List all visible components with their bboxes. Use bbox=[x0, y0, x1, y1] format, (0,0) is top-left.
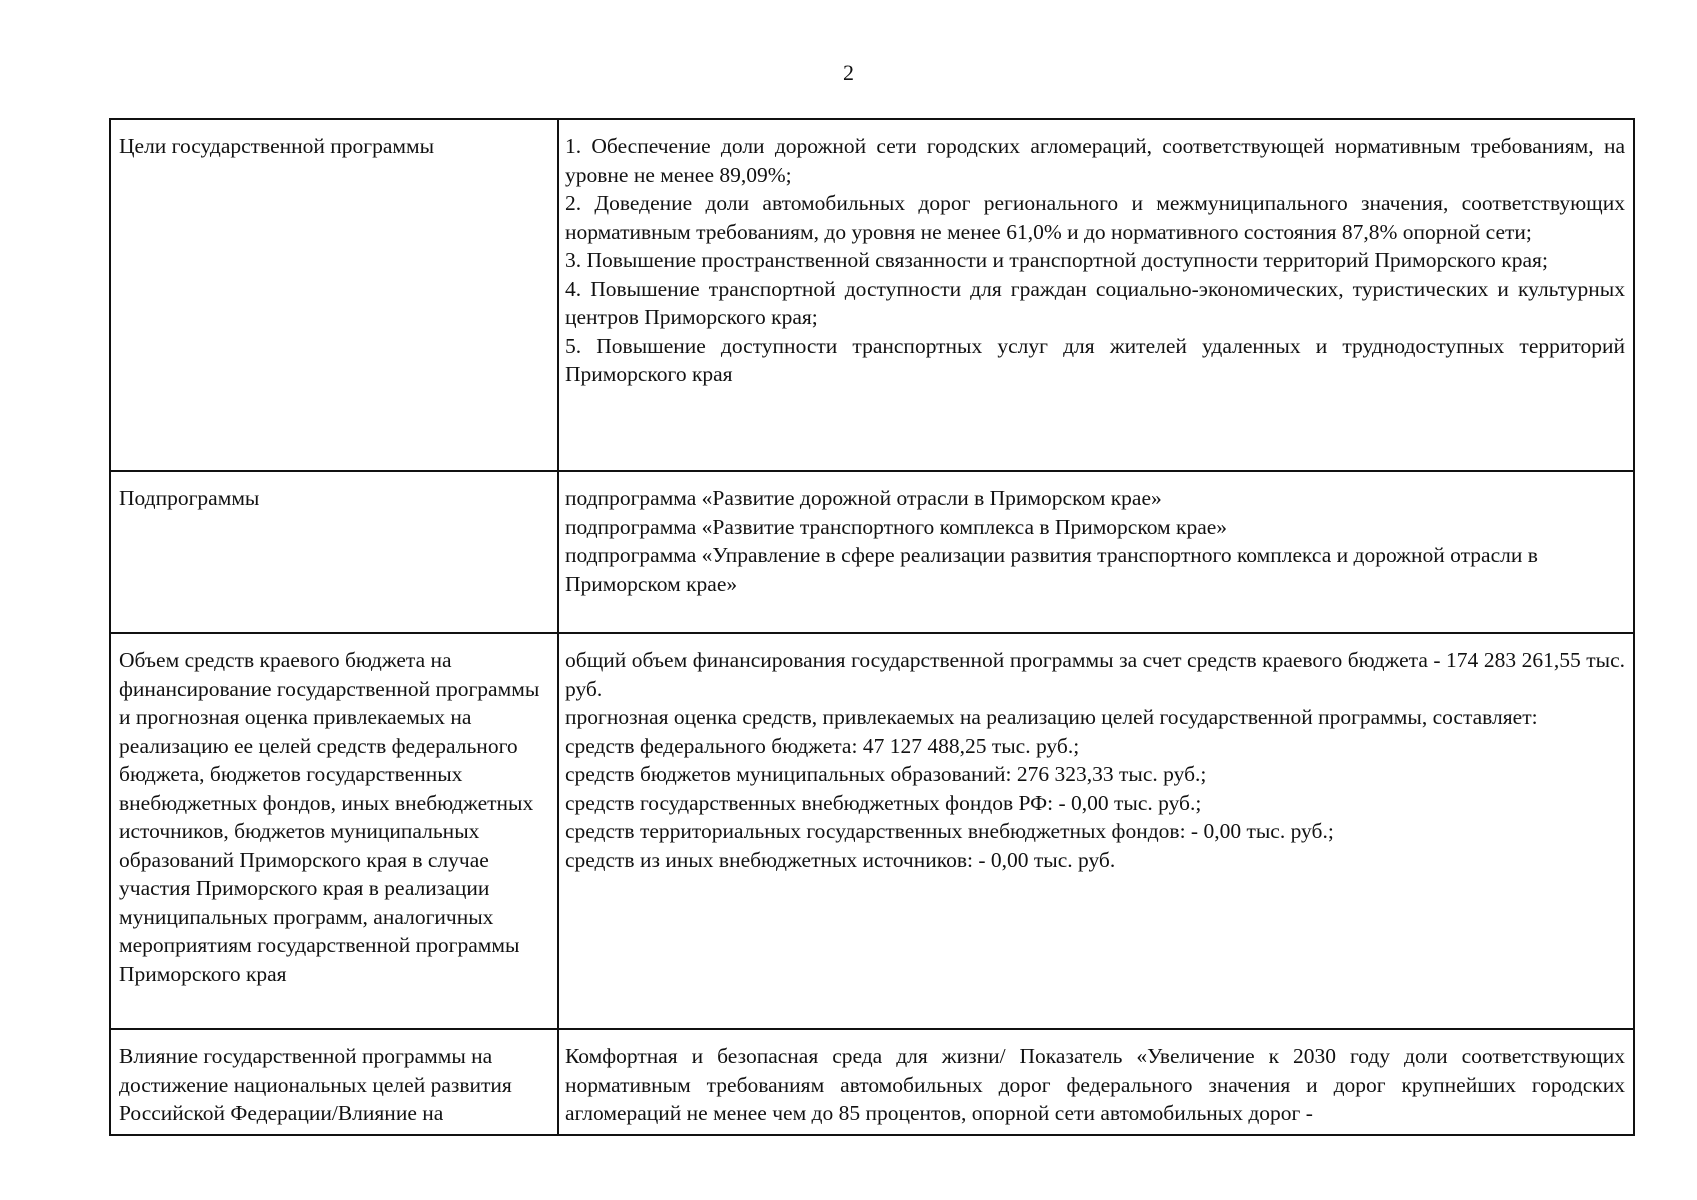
subprogram-item: подпрограмма «Развитие транспортного комплекса в Приморском крае» bbox=[565, 514, 1228, 539]
budget-label: Объем средств краевого бюджета на финансирование государственной программы и прогнозная оценка привлекаемых на реализацию ее целей средств федерального бюджета, бюджетов государственных внебюджетных фондов, иных внебюджетных источников, бюджетов муниципальных образований Приморского края в случае участия Приморского края в реализации муниципальных программ, аналогичных мероприятиям государственной программы Приморского края bbox=[110, 633, 558, 1029]
budget-federal: средств федерального бюджета: 47 127 488,25 тыс. руб.; bbox=[565, 733, 1080, 758]
goals-label: Цели государственной программы bbox=[110, 119, 558, 471]
goal-item: 1. Обеспечение доли дорожной сети городских агломераций, соответствующей нормативным требованиям, на уровне не менее 89,09%; bbox=[565, 134, 1625, 187]
goal-item: 2. Доведение доли автомобильных дорог регионального и межмуниципального значения, соответствующих нормативным требованиям, до уровня не менее 61,0% и до нормативного состояния 87,8% опорной сети; bbox=[565, 191, 1625, 244]
goal-item: 5. Повышение доступности транспортных услуг для жителей удаленных и труднодоступных территорий Приморского края bbox=[565, 333, 1625, 386]
impact-label: Влияние государственной программы на достижение национальных целей развития Российской Федерации/Влияние на bbox=[110, 1029, 558, 1135]
table-row-goals bbox=[110, 119, 1634, 471]
budget-value bbox=[558, 633, 1634, 1029]
budget-state-funds: средств государственных внебюджетных фондов РФ: - 0,00 тыс. руб.; bbox=[565, 790, 1202, 815]
page-number: 2 bbox=[843, 60, 854, 85]
table-row-subprograms bbox=[110, 471, 1634, 633]
impact-value bbox=[558, 1029, 1634, 1135]
budget-other-sources: средств из иных внебюджетных источников: - 0,00 тыс. руб. bbox=[565, 847, 1116, 872]
budget-total: общий объем финансирования государственной программы за счет средств краевого бюджета - 174 283 261,55 тыс. руб. bbox=[565, 648, 1625, 701]
table-row-impact bbox=[110, 1029, 1634, 1135]
table-row-budget bbox=[110, 633, 1634, 1029]
budget-municipal: средств бюджетов муниципальных образований: 276 323,33 тыс. руб.; bbox=[565, 762, 1207, 786]
subprogram-item: подпрограмма «Развитие дорожной отрасли в Приморском крае» bbox=[565, 486, 1162, 510]
goals-value bbox=[558, 119, 1634, 471]
subprogram-item: подпрограмма «Управление в сфере реализации развития транспортного комплекса и дорожной отрасли в Приморском крае» bbox=[565, 543, 1538, 596]
budget-forecast-intro: прогнозная оценка средств, привлекаемых на реализацию целей государственной программы, составляет: bbox=[565, 705, 1538, 729]
subprograms-value bbox=[558, 471, 1634, 633]
goal-item: 4. Повышение транспортной доступности для граждан социально-экономических, туристических и культурных центров Приморского края; bbox=[565, 276, 1625, 329]
impact-text: Комфортная и безопасная среда для жизни/ Показатель «Увеличение к 2030 году доли соответствующих нормативным требованиям автомобильных дорог федерального значения и дорог крупнейших городских агломераций не менее чем до 85 процентов, опорной сети автомобильных дорог - bbox=[565, 1044, 1625, 1125]
subprograms-label: Подпрограммы bbox=[110, 471, 558, 633]
budget-territorial-funds: средств территориальных государственных внебюджетных фондов: - 0,00 тыс. руб.; bbox=[565, 819, 1334, 843]
program-passport-table bbox=[109, 118, 1635, 1136]
goal-item: 3. Повышение пространственной связанности и транспортной доступности территорий Приморского края; bbox=[565, 248, 1548, 272]
